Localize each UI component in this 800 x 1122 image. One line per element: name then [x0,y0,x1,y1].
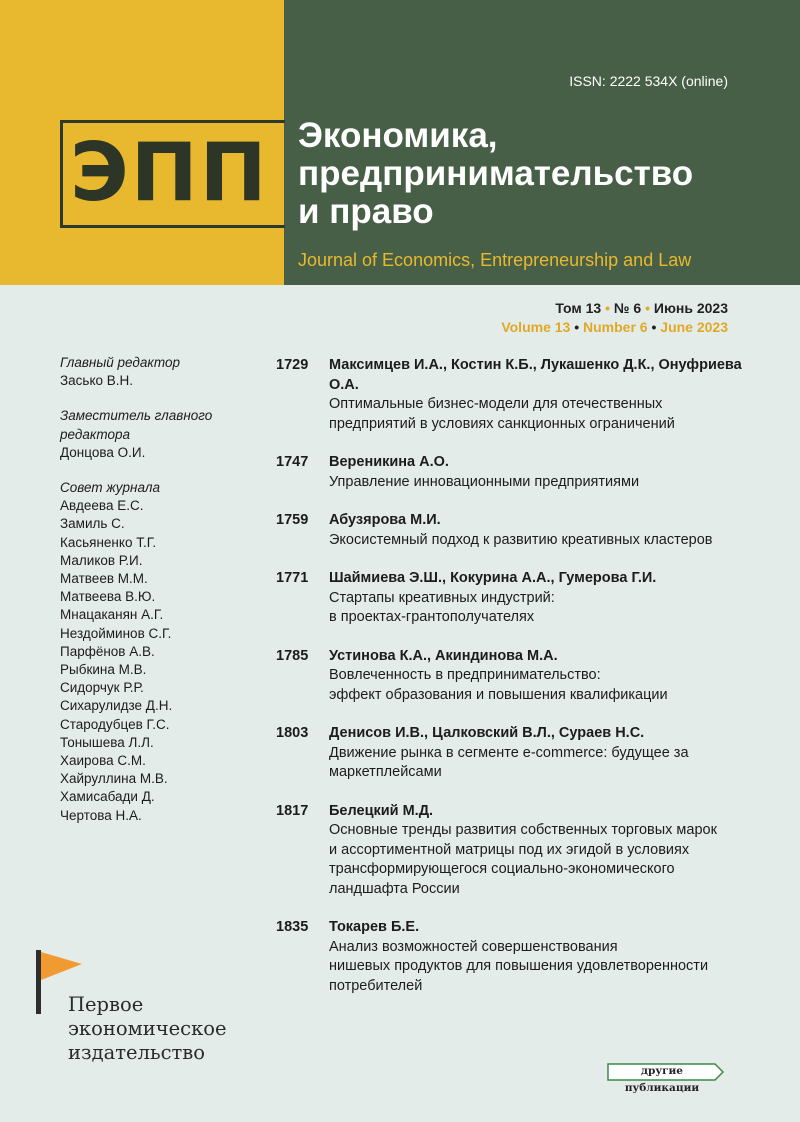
other-publications-link[interactable]: другие публикации [624,1065,700,1094]
toc-entry [276,511,746,550]
toc-entry [276,647,746,706]
journal-title-line: предпринимательство [298,154,694,193]
council-members [60,497,260,825]
council-member: Сихарулидзе Д.Н. [60,698,173,714]
toc-page-number: 1785 [276,647,309,664]
council-member: Мнацаканян А.Г. [60,607,164,623]
toc-entry [276,356,746,434]
toc-title-line: и ассортиментной матрицы под их эгидой в условиях [329,841,690,858]
council-member: Авдеева Е.С. [60,498,144,514]
publisher-name-line: издательство [68,1041,206,1064]
journal-title-en: Journal of Economics, Entrepreneurship and Law [298,250,692,270]
deputy-editor-role: Заместитель главного редактора [60,408,213,442]
toc-page-number: 1835 [276,919,309,935]
council-member: Хаирова С.М. [60,753,146,769]
separator: • [651,319,657,335]
council-member: Парфёнов А.В. [60,643,155,659]
toc-title-line: Анализ возможностей совершенствования [329,938,618,955]
journal-title-line: и право [298,192,434,231]
council-member: Стародубцев Г.С. [60,716,170,732]
toc-authors: Абузярова М.И. [329,512,441,528]
toc-title-line: Основные тренды развития собственных торговых марок [329,822,717,838]
toc-title-line: маркетплейсами [329,764,442,780]
toc-title-line: Экосистемный подход к развитию креативных кластеров [329,531,713,548]
toc-page-number: 1729 [276,357,309,373]
toc-entry [276,724,746,783]
toc-title-line: Управление инновационными предприятиями [329,473,640,490]
council-member: Замиль С. [60,516,125,532]
publisher-name [68,993,227,1065]
issue-info-ru [555,300,728,316]
toc-title-line: нишевых продуктов для повышения удовлетворенности [329,958,709,974]
deputy-editor-name: Донцова О.И. [60,444,146,460]
journal-title-line: Экономика, [298,116,498,155]
toc-title-line: Стартапы креативных индустрий: [329,589,555,606]
council-member: Чертова Н.А. [60,807,142,823]
toc-authors: Белецкий М.Д. [329,802,434,819]
toc-page-number: 1759 [276,512,309,528]
council-member: Матвеева В.Ю. [60,589,156,605]
date-ru: Июнь 2023 [653,300,728,316]
council-role: Совет журнала [60,480,160,496]
separator: • [605,300,610,316]
toc-title-line: Оптимальные бизнес-модели для отечественных [329,396,663,412]
toc-authors: Верeникина А.О. [329,454,449,470]
council-member: Хайруллина М.В. [60,771,168,787]
toc-authors: Токарев Б.Е. [329,919,420,935]
toc-title-line: Вовлеченность в предпринимательство: [329,667,601,683]
volume-ru: Том 13 [555,300,602,316]
volume-en: Volume 13 [501,319,571,335]
chief-editor-name: Засько В.Н. [60,373,134,389]
toc-title-line: эффект образования и повышения квалификации [329,686,668,703]
table-of-contents [276,356,746,1015]
toc-page-number: 1817 [276,802,309,819]
separator: • [574,319,580,335]
toc-authors: Устинова К.А., Акиндинова М.А. [329,647,558,664]
editorial-board [60,354,260,825]
toc-authors: Денисов И.В., Цалковский В.Л., Сураев Н.С. [329,725,645,741]
toc-authors: Шаймиева Э.Ш., Кокурина А.А., Гумерова Г.И. [329,570,657,586]
council-member: Матвеев М.М. [60,571,148,587]
council-member: Маликов Р.И. [60,552,143,568]
toc-entry [276,802,746,900]
journal-title [298,117,758,231]
issn: ISSN: 2222 534X (online) [569,73,728,89]
toc-title-line: в проектах-грантополучателях [329,609,535,625]
council-member: Хамисабади Д. [60,789,155,805]
publisher-name-line: Первое [68,993,144,1016]
publisher-name-line: экономическое [68,1017,227,1040]
toc-title-line: ландшафта России [329,880,460,897]
toc-page-number: 1803 [276,725,309,741]
council-member: Касьяненко Т.Г. [60,534,157,550]
council-member: Рыбкина М.В. [60,662,147,678]
journal-logo: ЭПП [70,126,269,219]
separator: • [645,300,650,316]
number-ru: № 6 [613,300,642,316]
number-en: Number 6 [583,319,648,335]
council-member: Тонышева Л.Л. [60,734,154,750]
toc-page-number: 1771 [276,570,309,586]
chief-editor-role: Главный редактор [60,355,181,370]
toc-title-line: предприятий в условиях санкционных ограничений [329,415,675,432]
issue-info-en [501,319,728,335]
date-en: June 2023 [660,319,728,335]
toc-authors: Максимцев И.А., Костин К.Б., Лукашенко Д.К., Онуфриева О.А. [329,357,742,393]
council-member: Нездойминов С.Г. [60,625,172,641]
toc-entry [276,453,746,492]
toc-title-line: трансформирующегося социально-экономического [329,861,675,877]
toc-title-line: Движение рынка в сегменте e-commerce: будущее за [329,744,689,761]
toc-title-line: потребителей [329,977,423,994]
toc-entry [276,569,746,628]
toc-entry [276,918,746,996]
toc-page-number: 1747 [276,454,309,470]
council-member: Сидорчук Р.Р. [60,680,144,696]
